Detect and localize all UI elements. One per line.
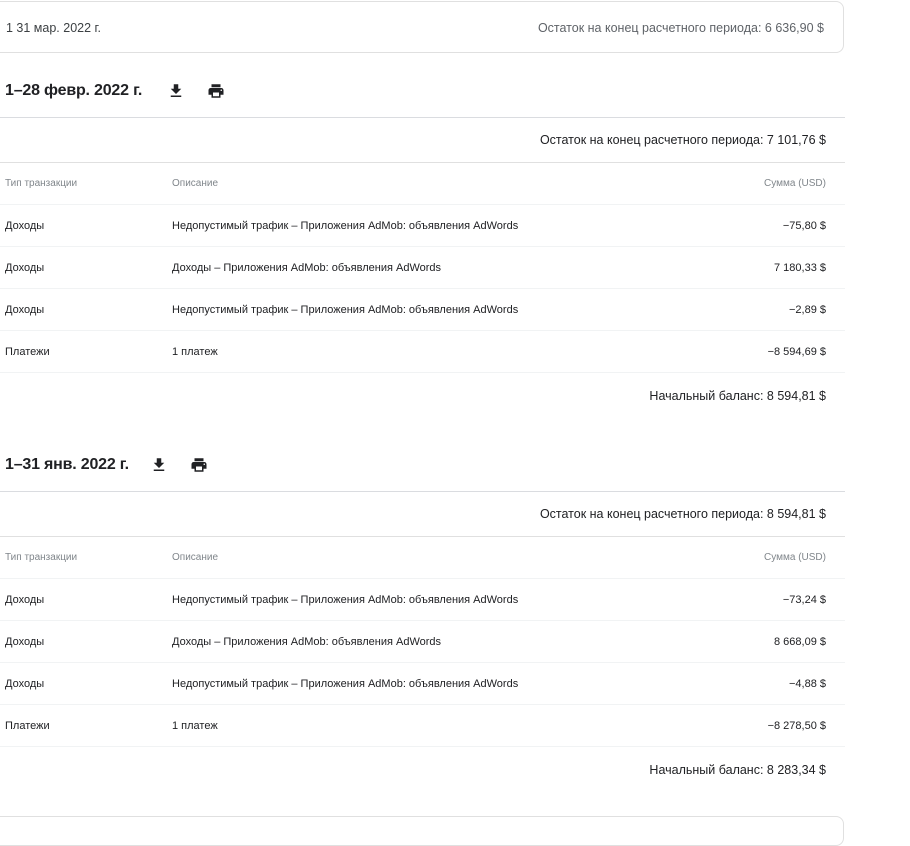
transaction-amount: 7 180,33 $ bbox=[774, 261, 826, 274]
transaction-description: 1 платеж bbox=[172, 345, 218, 358]
table-row bbox=[0, 663, 845, 705]
transaction-type: Доходы bbox=[5, 677, 45, 690]
transaction-amount: −8 594,69 $ bbox=[767, 345, 826, 358]
end-balance: Остаток на конец расчетного периода: 8 594,81 $ bbox=[0, 492, 845, 537]
column-header-amount: Сумма (USD) bbox=[764, 178, 826, 189]
transaction-description: Недопустимый трафик – Приложения AdMob: объявления AdWords bbox=[172, 219, 519, 232]
statement-section-january bbox=[0, 447, 845, 793]
print-button[interactable] bbox=[204, 79, 228, 103]
transaction-amount: −2,89 $ bbox=[788, 303, 826, 316]
print-button[interactable] bbox=[187, 453, 211, 477]
column-header-description: Описание bbox=[172, 178, 219, 189]
transaction-type: Доходы bbox=[5, 635, 45, 648]
table-row bbox=[0, 205, 845, 247]
end-balance: Остаток на конец расчетного периода: 7 101,76 $ bbox=[0, 118, 845, 163]
statement-section-february bbox=[0, 73, 845, 419]
transaction-amount: −73,24 $ bbox=[782, 593, 826, 606]
transaction-amount: −4,88 $ bbox=[788, 677, 826, 690]
section-header bbox=[0, 73, 845, 117]
transaction-type: Доходы bbox=[5, 303, 45, 316]
transaction-type: Доходы bbox=[5, 593, 45, 606]
transaction-type: Доходы bbox=[5, 261, 45, 274]
table-header bbox=[0, 163, 845, 205]
transaction-description: Доходы – Приложения AdMob: объявления AdWords bbox=[172, 261, 442, 274]
transaction-description: Недопустимый трафик – Приложения AdMob: объявления AdWords bbox=[172, 303, 519, 316]
transaction-type: Доходы bbox=[5, 219, 45, 232]
transactions-table bbox=[0, 117, 845, 419]
table-row bbox=[0, 247, 845, 289]
download-icon bbox=[167, 82, 185, 100]
column-header-description: Описание bbox=[172, 552, 219, 563]
download-button[interactable] bbox=[147, 453, 171, 477]
column-header-amount: Сумма (USD) bbox=[764, 552, 826, 563]
transaction-description: Доходы – Приложения AdMob: объявления AdWords bbox=[172, 635, 442, 648]
table-row bbox=[0, 705, 845, 747]
transaction-description: Недопустимый трафик – Приложения AdMob: объявления AdWords bbox=[172, 677, 519, 690]
download-icon bbox=[150, 456, 168, 474]
column-header-type: Тип транзакции bbox=[5, 178, 78, 189]
statement-period: 1 31 мар. 2022 г. bbox=[6, 21, 102, 35]
transaction-type: Платежи bbox=[5, 345, 50, 358]
table-row bbox=[0, 331, 845, 373]
transaction-amount: −75,80 $ bbox=[782, 219, 826, 232]
section-title: 1–28 февр. 2022 г. bbox=[5, 82, 143, 99]
print-icon bbox=[207, 82, 225, 100]
print-icon bbox=[190, 456, 208, 474]
transaction-description: Недопустимый трафик – Приложения AdMob: объявления AdWords bbox=[172, 593, 519, 606]
start-balance: Начальный баланс: 8 594,81 $ bbox=[649, 389, 826, 403]
column-header-type: Тип транзакции bbox=[5, 552, 78, 563]
section-title: 1–31 янв. 2022 г. bbox=[5, 456, 129, 473]
transaction-amount: 8 668,09 $ bbox=[774, 635, 826, 648]
table-row bbox=[0, 289, 845, 331]
section-header bbox=[0, 447, 845, 491]
transactions-table bbox=[0, 491, 845, 793]
transaction-type: Платежи bbox=[5, 719, 50, 732]
table-row bbox=[0, 579, 845, 621]
table-row bbox=[0, 621, 845, 663]
transaction-amount: −8 278,50 $ bbox=[767, 719, 826, 732]
start-balance: Начальный баланс: 8 283,34 $ bbox=[649, 763, 826, 777]
download-button[interactable] bbox=[164, 79, 188, 103]
statement-card-march[interactable] bbox=[0, 1, 844, 53]
table-header bbox=[0, 537, 845, 579]
transaction-description: 1 платеж bbox=[172, 719, 218, 732]
statement-card-next[interactable] bbox=[0, 816, 844, 846]
end-balance: Остаток на конец расчетного периода: 6 636,90 $ bbox=[537, 21, 824, 35]
